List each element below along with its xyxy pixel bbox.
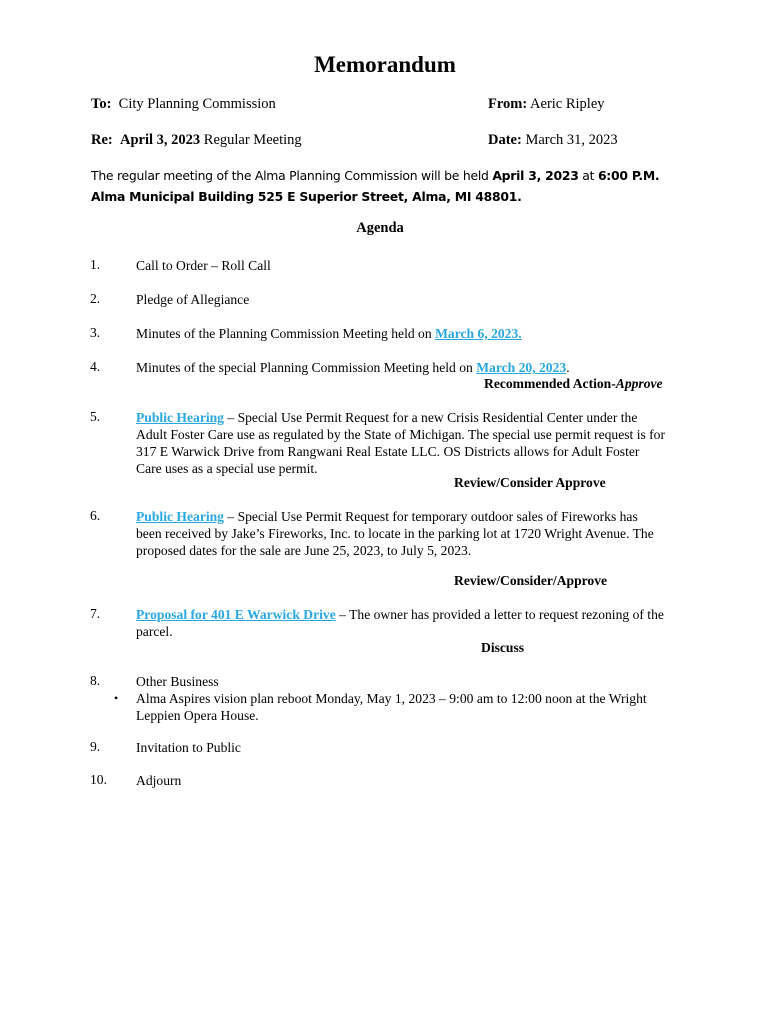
agenda-item-number: 3. <box>90 325 101 340</box>
memo-title: Memorandum <box>314 52 456 77</box>
re-date: April 3, 2023 <box>120 132 201 148</box>
intro-time: 6:00 P.M. <box>597 168 660 183</box>
minutes-march-6-link[interactable]: March 6, 2023. <box>435 326 522 341</box>
public-hearing-link[interactable]: Public Hearing <box>136 410 224 425</box>
agenda-item-text: Pledge of Allegiance <box>136 292 250 307</box>
agenda-item-text: Invitation to Public <box>136 740 241 755</box>
agenda-item-7 <box>136 606 666 640</box>
agenda-item-text: Minutes of the special Planning Commission Meeting held on <box>136 360 477 375</box>
agenda-item-number: 1. <box>90 257 101 272</box>
minutes-march-20-link[interactable]: March 20, 2023 <box>476 360 567 375</box>
bullet-icon: • <box>114 691 119 705</box>
other-business-bullet-text: Alma Aspires vision plan reboot Monday, May 1, 2023 – 9:00 am to 12:00 noon at the Wright Leppien Opera House. <box>136 691 647 723</box>
agenda-item-text: – Special Use Permit Request for temporary outdoor sales of Fireworks has been received by Jake’s Fireworks, Inc. to locate in the parking lot at 1720 Wright Avenue. The proposed dates for the sale are June 25, 2023, to July 5, 2023. <box>136 509 654 558</box>
proposal-401-warwick-link[interactable]: Proposal for 401 E Warwick Drive <box>136 607 336 622</box>
intro-date: April 3, 2023 <box>492 168 579 183</box>
agenda-item-text: Other Business <box>136 674 219 689</box>
to-line <box>91 96 276 113</box>
agenda-item-number: 9. <box>90 739 101 754</box>
action-approve: Approve <box>615 376 663 391</box>
action-label: Recommended Action- <box>484 376 616 391</box>
agenda-item-6 <box>136 508 666 559</box>
to-label: To: <box>91 96 112 112</box>
agenda-item-number: 5. <box>90 409 101 424</box>
recommended-action <box>484 376 663 392</box>
from-value: Aeric Ripley <box>530 96 605 112</box>
agenda-item-text: Adjourn <box>136 773 182 788</box>
recommended-action: Review/Consider Approve <box>454 475 606 490</box>
re-value: Regular Meeting <box>203 132 302 148</box>
recommended-action: Discuss <box>481 640 525 655</box>
agenda-item-number: 7. <box>90 606 101 621</box>
agenda-title: Agenda <box>356 220 404 236</box>
from-label: From: <box>488 96 528 112</box>
agenda-item-text: Minutes of the Planning Commission Meeting held on <box>136 326 436 341</box>
agenda-item-number: 4. <box>90 359 101 374</box>
agenda-item-text: – Special Use Permit Request for a new Crisis Residential Center under the Adult Foster Care use as regulated by the State of Michigan. The special use permit request is for 317 E Warwick Drive from Rangwani Real Estate LLC. OS Districts allows for Adult Foster Care uses as a special use permit. <box>136 410 666 476</box>
agenda-item-number: 10. <box>90 772 107 787</box>
recommended-action: Review/Consider/Approve <box>454 573 608 588</box>
re-line <box>91 132 302 149</box>
agenda-item-number: 8. <box>90 673 101 688</box>
date-line <box>488 132 618 149</box>
intro-location: Alma Municipal Building 525 E Superior Street, Alma, MI 48801. <box>91 189 522 204</box>
agenda-item-text: Call to Order – Roll Call <box>136 258 271 273</box>
agenda-item-period: . <box>566 360 570 375</box>
agenda-item-4 <box>136 359 666 376</box>
date-value: March 31, 2023 <box>525 132 618 148</box>
date-label: Date: <box>488 132 522 148</box>
agenda-item-number: 2. <box>90 291 101 306</box>
agenda-item-3 <box>136 325 666 342</box>
agenda-item-text: – The owner has provided a letter to request rezoning of the parcel. <box>136 607 664 639</box>
re-label: Re: <box>91 132 113 148</box>
agenda-item-5 <box>136 409 666 477</box>
public-hearing-link[interactable]: Public Hearing <box>136 509 224 524</box>
intro-paragraph <box>91 165 691 207</box>
intro-text: The regular meeting of the Alma Planning Commission will be held <box>91 168 493 183</box>
from-line <box>488 96 605 113</box>
intro-at: at <box>578 168 598 183</box>
agenda-item-number: 6. <box>90 508 101 523</box>
to-value: City Planning Commission <box>118 96 276 112</box>
